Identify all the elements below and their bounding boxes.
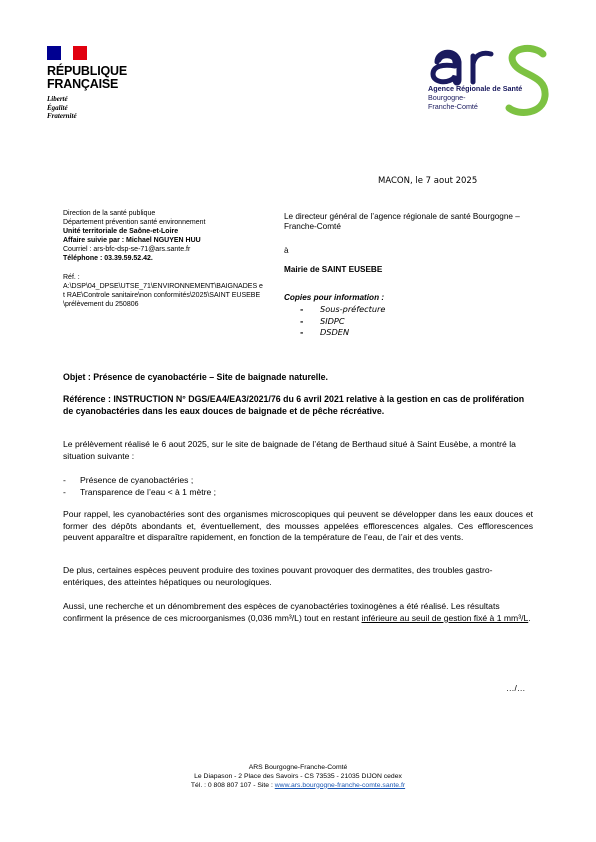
list-item: - DSDEN [300,327,350,337]
ars-agency-label: Agence Régionale de Santé Bourgogne- Franche-Comté [428,84,523,111]
list-item: - SIDPC [300,315,345,326]
list-item: - Sous-préfecture [300,304,386,314]
republic-title: RÉPUBLIQUE FRANÇAISE [47,64,127,91]
recipient-mairie: Mairie de SAINT EUSEBE [284,265,383,274]
paragraph-2: Pour rappel, les cyanobactéries sont des organismes microscopiques qui peuvent se développer dans les eaux douces et former des dépôts abondants et, éventuellement, des mousses appelées efflorescences algales. Ces efflorescences peuvent apparaître et disparaître rapidement, en fonction de la température de l’eau, de l’air et des vents. [63,509,533,543]
sender-title: Le directeur général de l’agence régionale de santé Bourgogne – Franche-Comté [284,212,520,231]
bullet-list [63,475,533,498]
page-footer: ARS Bourgogne-Franche-Comté Le Diapason - 2 Place des Savoirs - CS 73535 - 21035 DIJON cedex Tél. : 0 808 807 107 - Site : www.ars.bourgogne-franche-comte.sante.fr [190,764,406,789]
list-item: - Transparence de l’eau < à 1 mètre ; [63,486,217,497]
french-flag-icon [47,46,87,60]
website-link[interactable]: www.ars.bourgogne-franche-comte.sante.fr [274,781,406,789]
republique-francaise-logo [47,46,127,121]
letter-subject: Objet : Présence de cyanobactérie – Site de baignade naturelle. [63,372,328,382]
letter-date: MACON, le 7 aout 2025 [378,176,478,186]
copies-title: Copies pour information : [284,293,385,302]
recipient-a: à [284,246,289,255]
letter-reference: Référence : INSTRUCTION N° DGS/EA4/EA3/2021/76 du 6 avril 2021 relative à la gestion en cas de prolifération de cyanobactéries dans les eaux douces de baignade et de pêche récréative. [63,394,525,416]
continuation-mark: …/… [506,683,526,693]
copies-list [300,304,385,339]
paragraph-3: De plus, certaines espèces peuvent produire des toxines pouvant provoquer des dermatites, des troubles gastro-entériques, des atteintes hépatiques ou neurologiques. [63,565,493,587]
paragraph-1: Le prélèvement réalisé le 6 aout 2025, sur le site de baignade de l’étang de Berthaud situé à Saint Eusèbe, a montré la situation suivante : [63,439,516,461]
republic-motto: Liberté Égalité Fraternité [47,95,77,120]
list-item: - Présence de cyanobactéries ; [63,475,194,485]
paragraph-4: Aussi, une recherche et un dénombrement des espèces de cyanobactéries toxinogènes a été réalisé. Les résultats confirment la présence de ces microorganismes (0,036 mm³/L) tout en restant inférieure au seuil de gestion fixé à 1 mm³/L. [63,601,531,623]
reference-path: Réf. : A:\DSP\04_DPSE\UTSE_71\ENVIRONNEMENT\BAIGNADES et RAE\Controle sanitaire\non conformités\2025\SAINT EUSEBE\prélèvement du 250806 [63,274,263,308]
sender-block: Direction de la santé publique Département prévention santé environnement Unité territoriale de Saône-et-Loire Affaire suivie par : Michael NGUYEN HUU Courriel : ars-bfc-dsp-se-71@ars.sante.fr Téléphone : 03.39.59.52.42. [63,210,206,262]
